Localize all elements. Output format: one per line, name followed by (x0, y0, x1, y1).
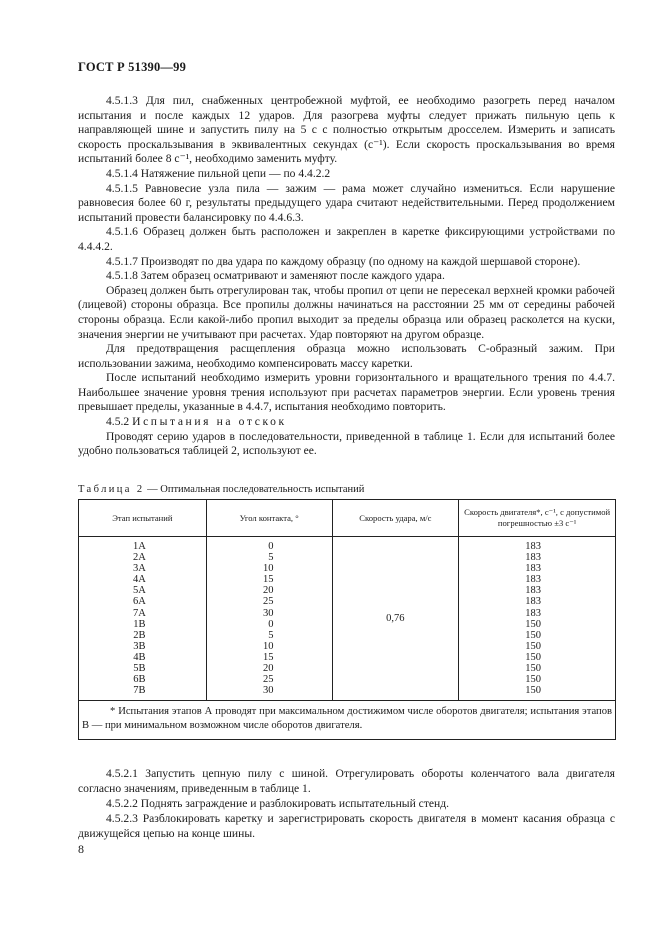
stage-cell: 6В (133, 674, 146, 686)
angle-cell: 10 (263, 640, 274, 652)
stage-cell: 7А (132, 607, 146, 619)
table-caption-label: Таблица 2 (78, 484, 145, 495)
angle-column (206, 537, 332, 701)
paragraph: 4.5.1.4 Натяжение пильной цепи — по 4.4.2.2 (106, 166, 331, 180)
angle-cell: 25 (263, 674, 274, 686)
column-header: Угол контакта, ° (206, 500, 332, 537)
table-footnote-row (79, 701, 616, 740)
main-text (78, 94, 615, 459)
angle-cell: 20 (263, 585, 274, 597)
engine-speed-cell: 150 (525, 674, 541, 686)
angle-cell: 5 (268, 629, 274, 641)
paragraph: 4.5.1.6 Образец должен быть расположен и закреплен в каретке фиксирующими устройствами по 4.4.4.2. (78, 225, 615, 253)
stage-cell: 3В (133, 640, 146, 652)
engine-speed-cell: 183 (525, 541, 541, 552)
column-header: Скорость двигателя*, с⁻¹, с допустимой погрешностью ±3 с⁻¹ (459, 500, 616, 537)
angle-cell: 15 (263, 651, 274, 663)
table-caption (78, 484, 364, 495)
engine-speed-cell: 150 (525, 629, 541, 641)
engine-speed-cell: 183 (525, 563, 541, 575)
section-number: 4.5.2 (106, 415, 130, 429)
paragraph: После испытаний необходимо измерить уровни горизонтального и вращательного трения по 4.4.7. Наибольшее значение уровня трения используют при расчетах параметров энергии. Если уровень трения превышает пределы, указанные в 4.4.7, испытания необходимо повторить. (78, 371, 615, 414)
paragraph: 4.5.2.3 Разблокировать каретку и зарегистрировать скорость двигателя в момент касания образца с движущейся цепью на конце шины. (78, 812, 615, 840)
angle-cell: 0 (268, 541, 274, 552)
angle-cell: 30 (263, 685, 274, 697)
after-table-text (78, 766, 615, 841)
page-number: 8 (78, 842, 84, 856)
stage-cell: 1В (133, 618, 146, 630)
engine-speed-cell: 183 (525, 574, 541, 586)
stage-cell: 7В (133, 685, 146, 697)
angle-cell: 25 (263, 596, 274, 608)
engine-speed-cell: 150 (525, 663, 541, 675)
table-caption-title: — Оптимальная последовательность испытаний (147, 484, 365, 495)
engine-speed-cell: 150 (525, 618, 541, 630)
table-body-row (79, 537, 616, 701)
stage-cell: 2А (132, 552, 146, 564)
standard-header: ГОСТ Р 51390—99 (78, 60, 187, 74)
angle-cell: 20 (263, 663, 274, 675)
column-header: Этап испытаний (79, 500, 207, 537)
engine-speed-cell: 150 (525, 685, 541, 697)
angle-cell: 15 (263, 574, 274, 586)
paragraph: Образец должен быть отрегулирован так, чтобы пропил от цепи не пересекал верхней кромки рабочей (лицевой) стороны образца. Все пропилы должны начинаться на расстоянии 25 мм от середины рабочей стороны образца. Если какой-либо пропил выходит за пределы образца или образец расколется на куски, значения энергии не учитывают при расчетах. Удар повторяют на другом образце. (78, 283, 615, 341)
engine-speed-column (459, 537, 616, 701)
section-heading (78, 415, 615, 430)
paragraph: Для предотвращения расщепления образца можно использовать С-образный зажим. При использовании зажима, необходимо компенсировать массу каретки. (78, 342, 615, 370)
angle-cell: 0 (268, 618, 274, 630)
stage-column (79, 537, 207, 701)
paragraph: 4.5.1.5 Равновесие узла пила — зажим — рама может случайно измениться. Если нарушение равновесия более 60 г, результаты предыдущего удара считают недействительными. Перед продолжением испытаний провести балансировку по 4.4.6.3. (78, 181, 615, 224)
stage-cell: 5В (133, 663, 146, 675)
column-header: Скорость удара, м/с (332, 500, 459, 537)
engine-speed-cell: 150 (525, 651, 541, 663)
paragraph: 4.5.1.8 Затем образец осматривают и заменяют после каждого удара. (106, 269, 445, 283)
section-title: Испытания на отскок (132, 415, 287, 429)
stage-cell: 5А (132, 585, 146, 597)
stage-cell: 3А (132, 563, 146, 575)
paragraph: Проводят серию ударов в последовательности, приведенной в таблице 1. Если для испытаний более удобно пользоваться таблицей 2, используют ее. (78, 429, 615, 458)
stage-cell: 4В (133, 651, 146, 663)
stage-cell: 6А (132, 596, 146, 608)
engine-speed-cell: 183 (525, 552, 541, 564)
stage-cell: 2В (133, 629, 146, 641)
engine-speed-cell: 183 (525, 585, 541, 597)
stage-cell: 4А (132, 574, 146, 586)
angle-cell: 5 (268, 552, 274, 564)
table-header-row (79, 500, 616, 537)
impact-speed-cell: 0,76 (332, 537, 459, 701)
paragraph: 4.5.2.1 Запустить цепную пилу с шиной. Отрегулировать обороты коленчатого вала двигателя согласно значениям, приведенным в таблице 1. (78, 767, 615, 795)
test-sequence-table (78, 499, 616, 740)
engine-speed-cell: 183 (525, 596, 541, 608)
paragraph: 4.5.1.7 Производят по два удара по каждому образцу (по одному на каждой шершавой стороне). (106, 254, 581, 268)
paragraph: 4.5.2.2 Поднять заграждение и разблокировать испытательный стенд. (106, 797, 450, 810)
angle-cell: 30 (263, 607, 274, 619)
angle-cell: 10 (263, 563, 274, 575)
engine-speed-cell: 150 (525, 640, 541, 652)
table-footnote: * Испытания этапов А проводят при максимальном достижимом числе оборотов двигателя; испытания этапов В — при минимальном возможном числе оборотов двигателя. (79, 701, 616, 740)
stage-cell: 1А (132, 541, 146, 552)
engine-speed-cell: 183 (525, 607, 541, 619)
paragraph: 4.5.1.3 Для пил, снабженных центробежной муфтой, ее необходимо разогреть перед началом испытания и после каждых 12 ударов. Для разогрева муфты следует прижать пильную цепь к направляющей шине и запустить пилу на 5 с с полностью открытым дросселем. Измерить и записать скорость проскальзывания в эквивалентных секундах (с⁻¹). Если скорость проскальзывания во время испытаний более 8 с⁻¹, необходимо заменить муфту. (78, 94, 615, 166)
